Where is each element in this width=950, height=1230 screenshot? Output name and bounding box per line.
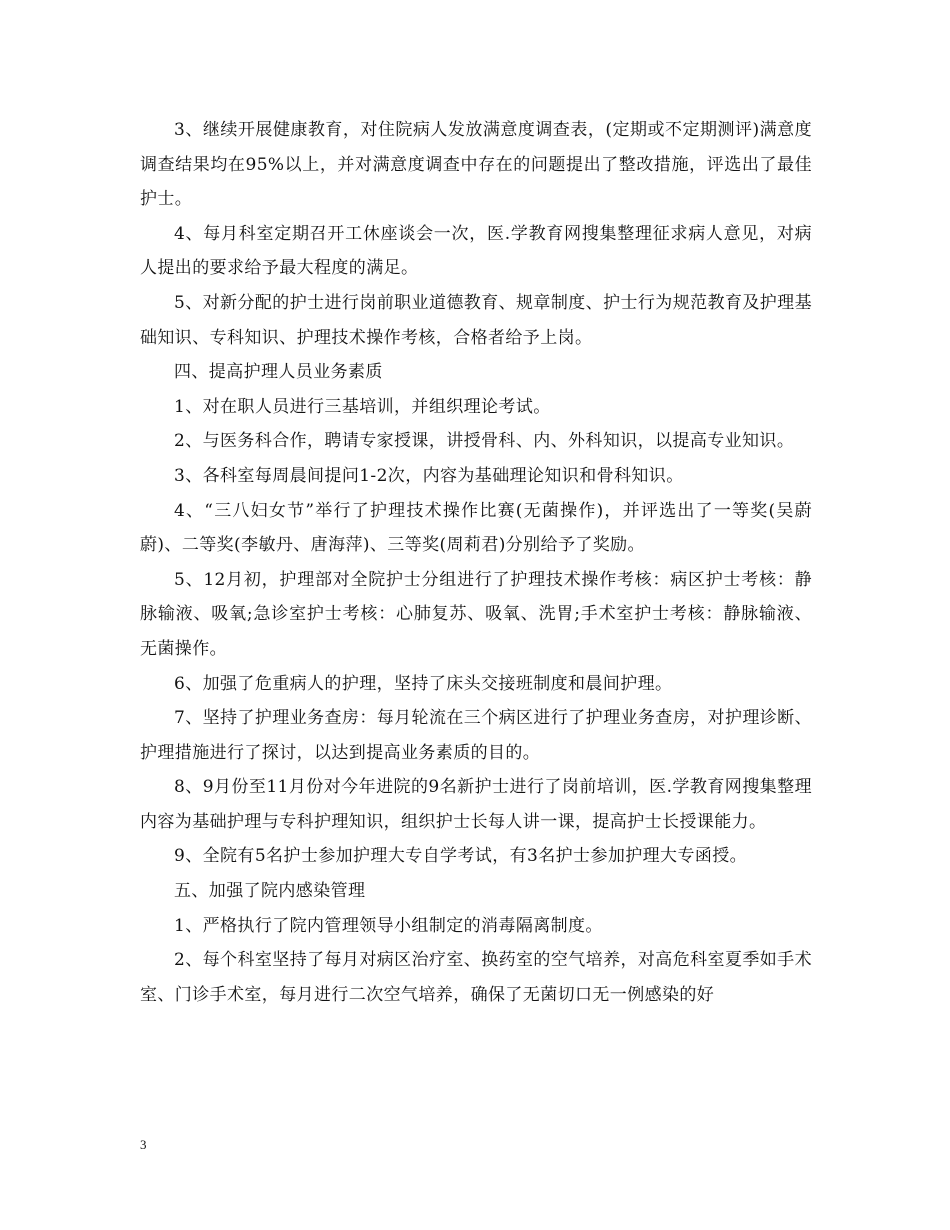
paragraph-college-exams: 9、全院有5名护士参加护理大专自学考试，有3名护士参加护理大专函授。 (174, 846, 748, 867)
paragraph-critical-care: 6、加强了危重病人的护理，坚持了床头交接班制度和晨间护理。 (174, 673, 673, 694)
paragraph-morning-questions: 3、各科室每周晨间提问1-2次，内容为基础理论知识和骨科知识。 (174, 465, 684, 486)
paragraph-three-basics-training: 1、对在职人员进行三基培训，并组织理论考试。 (174, 396, 551, 417)
paragraph-new-nurse-training: 5、对新分配的护士进行岗前职业道德教育、规章制度、护士行为规范教育及护理基础知识、专科知识、护理技术操作考核，合格者给予上岗。 (140, 292, 812, 348)
paragraph-ward-rounds: 7、坚持了护理业务查房：每月轮流在三个病区进行了护理业务查房，对护理诊断、护理措施进行了探讨，以达到提高业务素质的目的。 (140, 708, 812, 763)
paragraph-disinfection-policy: 1、严格执行了院内管理领导小组制定的消毒隔离制度。 (174, 915, 603, 936)
section-heading-improve-quality: 四、提高护理人员业务素质 (174, 362, 383, 383)
paragraph-expert-lectures: 2、与医务科合作，聘请专家授课，讲授骨科、内、外科知识，以提高专业知识。 (174, 431, 795, 452)
section-heading-infection-control: 五、加强了院内感染管理 (174, 881, 366, 902)
document-body (140, 113, 812, 1012)
paragraph-patient-forum: 4、每月科室定期召开工休座谈会一次，医.学教育网搜集整理征求病人意见，对病人提出的要求给予最大程度的满足。 (140, 223, 812, 279)
paragraph-womens-day-contest: 4、“三八妇女节”举行了护理技术操作比赛(无菌操作)，并评选出了一等奖(吴蔚蔚)、二等奖(李敏丹、唐海萍)、三等奖(周莉君)分别给予了奖励。 (140, 500, 812, 556)
paragraph-satisfaction-survey: 3、继续开展健康教育，对住院病人发放满意度调查表，(定期或不定期测评)满意度调查结果均在95%以上，并对满意度调查中存在的问题提出了整改措施，评选出了最佳护士。 (140, 120, 812, 210)
paragraph-december-assessment: 5、12月初，护理部对全院护士分组进行了护理技术操作考核：病区护士考核：静脉输液、吸氧;急诊室护士考核：心肺复苏、吸氧、洗胃;手术室护士考核：静脉输液、无菌操作。 (140, 569, 812, 659)
paragraph-air-culture: 2、每个科室坚持了每月对病区治疗室、换药室的空气培养，对高危科室夏季如手术室、门诊手术室，每月进行二次空气培养，确保了无菌切口无一例感染的好 (140, 950, 812, 1005)
page-number: 3 (140, 1137, 147, 1152)
paragraph-pre-job-training: 8、9月份至11月份对今年进院的9名新护士进行了岗前培训，医.学教育网搜集整理内容为基础护理与专科护理知识，组织护士长每人讲一课，提高护士长授课能力。 (140, 777, 812, 832)
